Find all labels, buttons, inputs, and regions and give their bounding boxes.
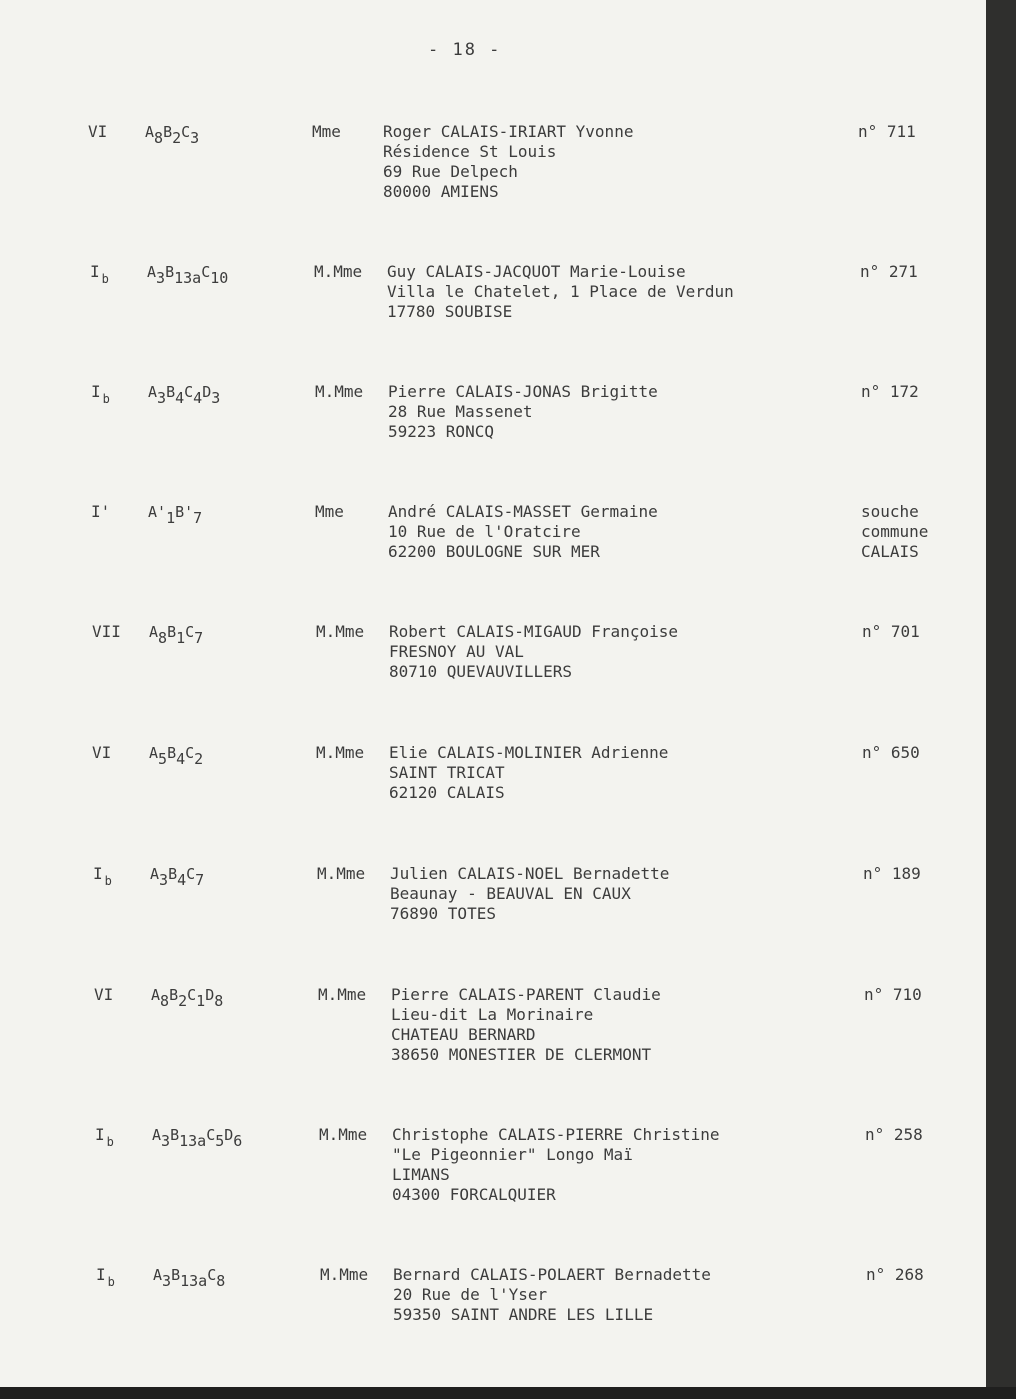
member-entry — [0, 864, 986, 974]
member-name: Julien CALAIS-NOEL Bernadette — [390, 864, 670, 883]
generation-main: VI — [94, 985, 114, 1004]
lineage-subscript: 8 — [216, 1272, 226, 1290]
member-name: Pierre CALAIS-JONAS Brigitte — [388, 382, 658, 401]
lineage-subscript: 13a — [179, 1132, 207, 1150]
member-name: Roger CALAIS-IRIART Yvonne — [383, 122, 634, 141]
lineage-letter: C — [187, 986, 197, 1004]
lineage-letter: B' — [175, 503, 194, 521]
address-line: LIMANS — [392, 1165, 450, 1184]
name-and-address — [388, 382, 658, 442]
lineage-subscript: 7 — [195, 871, 205, 889]
member-entry — [0, 262, 986, 372]
address-line: SAINT TRICAT — [389, 763, 505, 782]
lineage-code — [152, 1125, 243, 1150]
lineage-letter: C — [207, 1266, 217, 1284]
lineage-subscript: 3 — [156, 269, 166, 287]
generation-numeral — [93, 864, 112, 888]
lineage-letter: C — [206, 1126, 216, 1144]
member-entry — [0, 1125, 986, 1235]
lineage-code — [149, 743, 204, 768]
lineage-subscript: 5 — [158, 750, 168, 768]
address-line: 76890 TOTES — [390, 904, 496, 923]
generation-subscript: b — [106, 1135, 114, 1149]
reference-number — [862, 743, 920, 763]
lineage-subscript: 8 — [214, 992, 224, 1010]
civil-title: M.Mme — [314, 262, 363, 281]
member-name: Elie CALAIS-MOLINIER Adrienne — [389, 743, 669, 762]
civil-title: M.Mme — [320, 1265, 369, 1284]
address-line: FRESNOY AU VAL — [389, 642, 524, 661]
civil-title: M.Mme — [317, 864, 366, 883]
generation-subscript: b — [107, 1275, 115, 1289]
lineage-code — [145, 122, 200, 147]
member-name: Pierre CALAIS-PARENT Claudie — [391, 985, 661, 1004]
lineage-letter: C — [201, 263, 211, 281]
generation-subscript: b — [102, 392, 110, 406]
lineage-subscript: 1 — [166, 509, 176, 527]
member-entry — [0, 502, 986, 612]
lineage-subscript: 4 — [193, 389, 203, 407]
generation-numeral — [91, 382, 110, 406]
lineage-subscript: 10 — [210, 269, 229, 287]
reference-line: souche — [861, 502, 919, 521]
lineage-subscript: 3 — [157, 389, 167, 407]
lineage-letter: A — [153, 1266, 163, 1284]
page-number: - 18 - — [428, 40, 502, 60]
lineage-letter: D — [202, 383, 212, 401]
lineage-letter: B — [170, 1126, 180, 1144]
civil-title: Mme — [312, 122, 341, 141]
reference-line: n° 258 — [865, 1125, 923, 1144]
member-entry — [0, 622, 986, 732]
lineage-subscript: 3 — [162, 1272, 172, 1290]
address-line: 04300 FORCALQUIER — [392, 1185, 556, 1204]
lineage-subscript: 1 — [196, 992, 206, 1010]
address-line: Villa le Chatelet, 1 Place de Verdun — [387, 282, 734, 301]
lineage-code — [148, 382, 221, 407]
address-line: Beaunay - BEAUVAL EN CAUX — [390, 884, 631, 903]
lineage-subscript: 6 — [233, 1132, 243, 1150]
lineage-letter: C — [186, 865, 196, 883]
scan-border-right — [986, 0, 1016, 1399]
civil-title: M.Mme — [316, 622, 365, 641]
lineage-letter: D — [205, 986, 215, 1004]
reference-number — [862, 622, 920, 642]
reference-number — [858, 122, 916, 142]
name-and-address — [391, 985, 661, 1065]
lineage-letter: A' — [148, 503, 167, 521]
generation-main: I — [91, 382, 101, 401]
generation-numeral — [88, 122, 107, 141]
name-and-address — [392, 1125, 720, 1205]
address-line: 69 Rue Delpech — [383, 162, 518, 181]
member-entry — [0, 985, 986, 1095]
reference-line: n° 189 — [863, 864, 921, 883]
generation-main: I — [90, 262, 100, 281]
reference-number — [861, 382, 919, 402]
address-line: 38650 MONESTIER DE CLERMONT — [391, 1045, 652, 1064]
lineage-subscript: 8 — [160, 992, 170, 1010]
lineage-letter: C — [181, 123, 191, 141]
address-line: Lieu-dit La Morinaire — [391, 1005, 594, 1024]
generation-main: I' — [91, 502, 111, 521]
generation-numeral — [96, 1265, 115, 1289]
generation-numeral — [91, 502, 110, 521]
name-and-address — [383, 122, 633, 202]
name-and-address — [389, 743, 668, 803]
lineage-subscript: 5 — [215, 1132, 225, 1150]
lineage-subscript: 3 — [211, 389, 221, 407]
reference-number — [863, 864, 921, 884]
reference-line: n° 701 — [862, 622, 920, 641]
lineage-letter: B — [169, 986, 179, 1004]
generation-numeral — [90, 262, 109, 286]
reference-line: n° 268 — [866, 1265, 924, 1284]
name-and-address — [393, 1265, 711, 1325]
lineage-code — [149, 622, 204, 647]
lineage-code — [147, 262, 229, 287]
member-name: Bernard CALAIS-POLAERT Bernadette — [393, 1265, 711, 1284]
lineage-letter: B — [166, 383, 176, 401]
address-line: 10 Rue de l'Oratcire — [388, 522, 581, 541]
lineage-subscript: 4 — [175, 389, 185, 407]
generation-main: VI — [92, 743, 112, 762]
reference-line: n° 271 — [860, 262, 918, 281]
civil-title: M.Mme — [316, 743, 365, 762]
lineage-letter: A — [147, 263, 157, 281]
reference-line: CALAIS — [861, 542, 919, 561]
address-line: 80710 QUEVAUVILLERS — [389, 662, 573, 681]
address-line: 62200 BOULOGNE SUR MER — [388, 542, 600, 561]
civil-title: M.Mme — [315, 382, 364, 401]
generation-main: I — [95, 1125, 105, 1144]
lineage-code — [151, 985, 224, 1010]
address-line: 62120 CALAIS — [389, 783, 505, 802]
lineage-subscript: 13a — [180, 1272, 208, 1290]
lineage-letter: A — [151, 986, 161, 1004]
lineage-subscript: 1 — [176, 629, 186, 647]
reference-line: commune — [861, 522, 929, 541]
lineage-letter: B — [167, 744, 177, 762]
generation-numeral — [95, 1125, 114, 1149]
reference-line: n° 650 — [862, 743, 920, 762]
address-line: Résidence St Louis — [383, 142, 557, 161]
civil-title: M.Mme — [318, 985, 367, 1004]
reference-number — [860, 262, 918, 282]
civil-title: Mme — [315, 502, 344, 521]
address-line: 20 Rue de l'Yser — [393, 1285, 548, 1304]
lineage-letter: D — [224, 1126, 234, 1144]
lineage-subscript: 7 — [194, 629, 204, 647]
lineage-subscript: 4 — [176, 750, 186, 768]
reference-line: n° 172 — [861, 382, 919, 401]
reference-number — [861, 502, 928, 562]
member-name: Guy CALAIS-JACQUOT Marie-Louise — [387, 262, 686, 281]
lineage-letter: A — [152, 1126, 162, 1144]
lineage-letter: B — [165, 263, 175, 281]
civil-title: M.Mme — [319, 1125, 368, 1144]
lineage-letter: A — [150, 865, 160, 883]
generation-main: VI — [88, 122, 108, 141]
generation-subscript: b — [101, 272, 109, 286]
generation-main: I — [96, 1265, 106, 1284]
address-line: 28 Rue Massenet — [388, 402, 533, 421]
lineage-letter: B — [163, 123, 173, 141]
lineage-letter: B — [171, 1266, 181, 1284]
address-line: "Le Pigeonnier" Longo Maï — [392, 1145, 633, 1164]
lineage-code — [150, 864, 205, 889]
reference-number — [864, 985, 922, 1005]
member-entry — [0, 1265, 986, 1375]
address-line: 59350 SAINT ANDRE LES LILLE — [393, 1305, 654, 1324]
reference-line: n° 710 — [864, 985, 922, 1004]
name-and-address — [390, 864, 669, 924]
member-entry — [0, 382, 986, 492]
address-line: 17780 SOUBISE — [387, 302, 513, 321]
member-entry — [0, 122, 986, 232]
reference-number — [865, 1125, 923, 1145]
lineage-letter: B — [168, 865, 178, 883]
lineage-subscript: 2 — [178, 992, 188, 1010]
lineage-subscript: 2 — [194, 750, 204, 768]
lineage-subscript: 3 — [161, 1132, 171, 1150]
scan-border-bottom — [0, 1387, 1016, 1399]
generation-numeral — [92, 622, 121, 641]
lineage-letter: A — [148, 383, 158, 401]
member-name: André CALAIS-MASSET Germaine — [388, 502, 658, 521]
name-and-address — [389, 622, 678, 682]
name-and-address — [388, 502, 658, 562]
generation-subscript: b — [104, 874, 112, 888]
lineage-letter: C — [184, 383, 194, 401]
lineage-subscript: 7 — [193, 509, 203, 527]
generation-main: VII — [92, 622, 121, 641]
address-line: 59223 RONCQ — [388, 422, 494, 441]
lineage-subscript: 3 — [190, 129, 200, 147]
lineage-subscript: 4 — [177, 871, 187, 889]
lineage-letter: C — [185, 623, 195, 641]
member-entry — [0, 743, 986, 853]
lineage-letter: A — [149, 744, 159, 762]
reference-number — [866, 1265, 924, 1285]
lineage-subscript: 2 — [172, 129, 182, 147]
lineage-subscript: 8 — [154, 129, 164, 147]
lineage-code — [153, 1265, 226, 1290]
generation-numeral — [92, 743, 111, 762]
lineage-letter: A — [149, 623, 159, 641]
reference-line: n° 711 — [858, 122, 916, 141]
name-and-address — [387, 262, 734, 322]
member-name: Robert CALAIS-MIGAUD Françoise — [389, 622, 678, 641]
lineage-letter: A — [145, 123, 155, 141]
generation-main: I — [93, 864, 103, 883]
address-line: 80000 AMIENS — [383, 182, 499, 201]
generation-numeral — [94, 985, 113, 1004]
lineage-subscript: 3 — [159, 871, 169, 889]
lineage-subscript: 8 — [158, 629, 168, 647]
lineage-subscript: 13a — [174, 269, 202, 287]
member-name: Christophe CALAIS-PIERRE Christine — [392, 1125, 720, 1144]
lineage-code — [148, 502, 203, 527]
lineage-letter: B — [167, 623, 177, 641]
lineage-letter: C — [185, 744, 195, 762]
address-line: CHATEAU BERNARD — [391, 1025, 536, 1044]
